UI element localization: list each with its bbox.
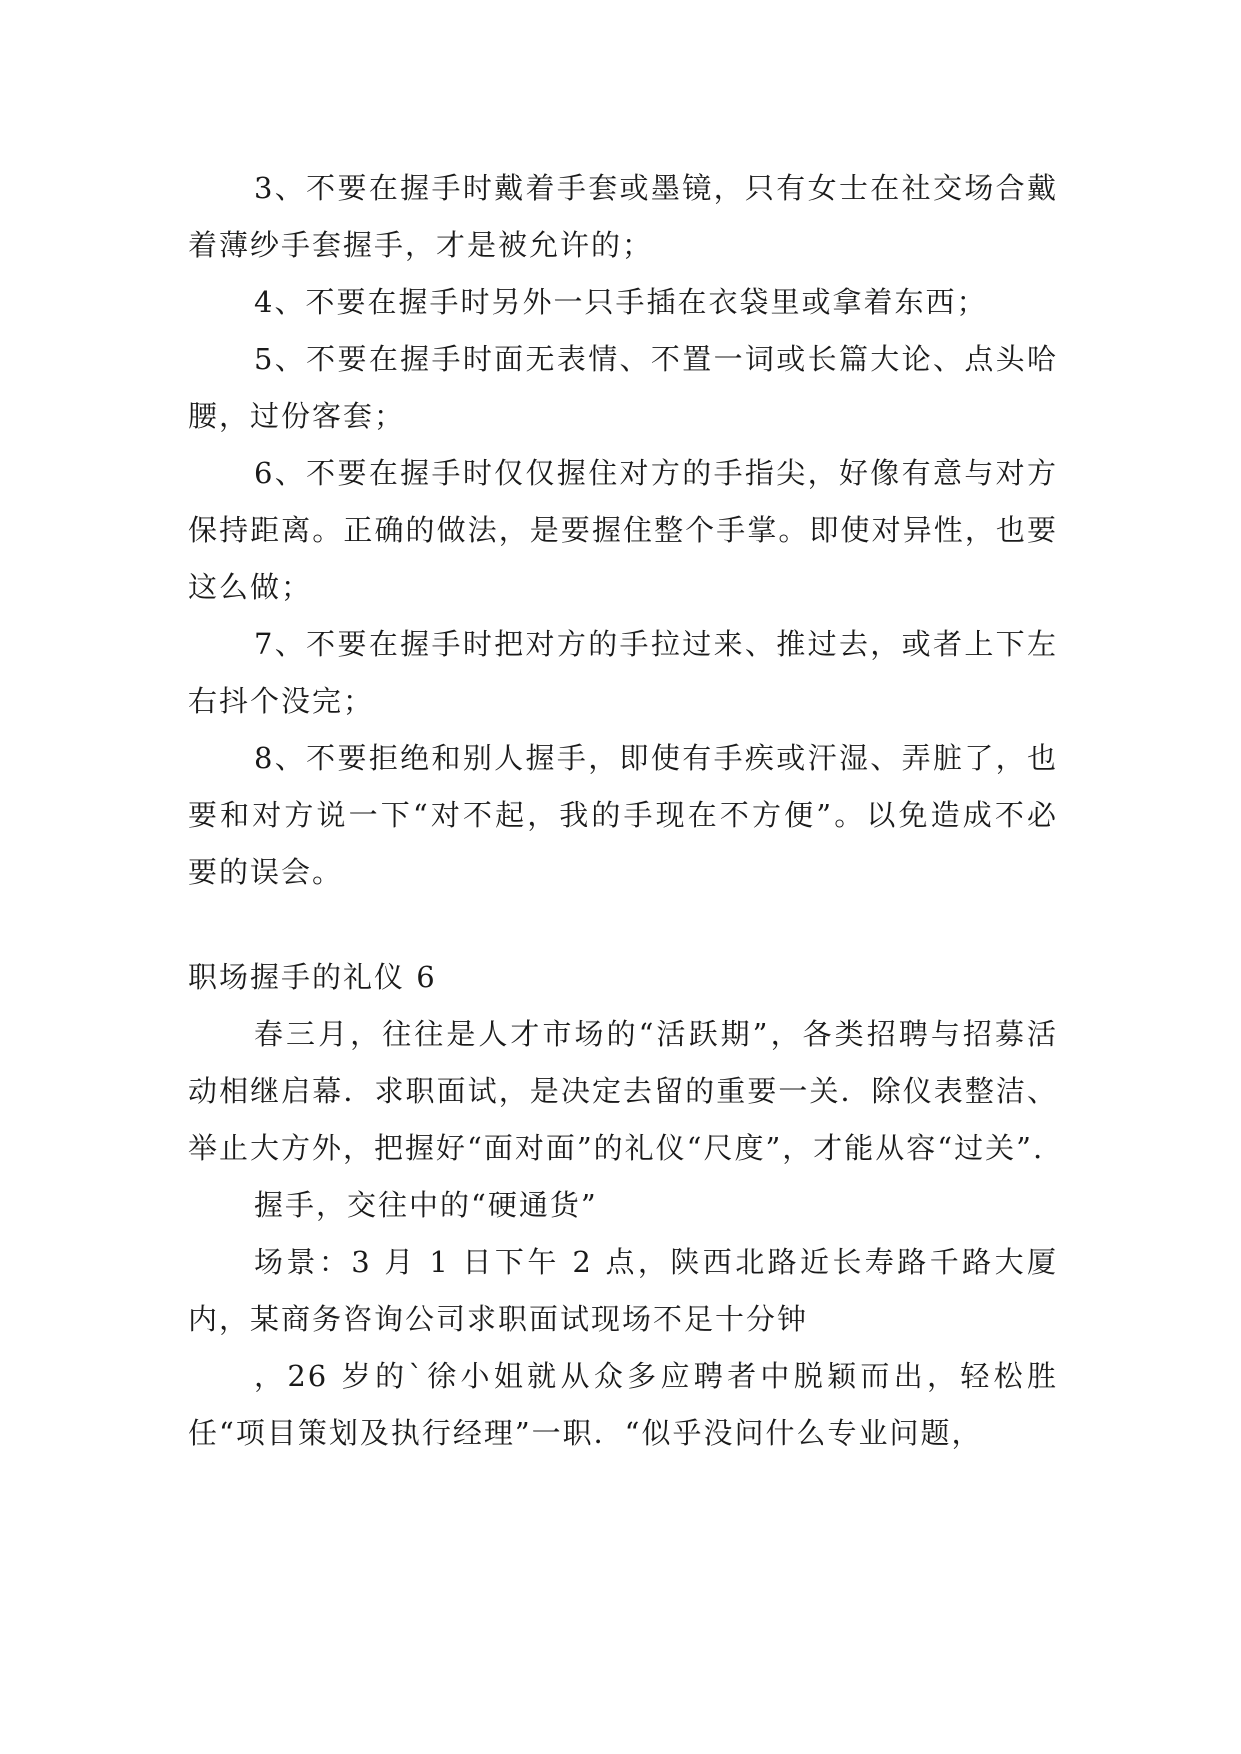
rule-item-7: 7、不要在握手时把对方的手拉过来、推过去，或者上下左右抖个没完；	[188, 627, 1058, 718]
section-heading: 职场握手的礼仪 6	[188, 960, 437, 994]
rule-item-3: 3、不要在握手时戴着手套或墨镜，只有女士在社交场合戴着薄纱手套握手，才是被允许的；	[188, 171, 1058, 262]
rule-item-8: 8、不要拒绝和别人握手，即使有手疾或汗湿、弄脏了，也要和对方说一下“对不起，我的手现在不方便”。以免造成不必要的误会。	[188, 741, 1058, 889]
intro-paragraph: 春三月，往往是人才市场的“活跃期”，各类招聘与招募活动相继启幕．求职面试，是决定去留的重要一关．除仪表整洁、举止大方外，把握好“面对面”的礼仪“尺度”，才能从容“过关”.	[188, 1017, 1058, 1165]
rule-item-6: 6、不要在握手时仅仅握住对方的手指尖，好像有意与对方保持距离。正确的做法，是要握住整个手掌。即使对异性，也要这么做；	[188, 456, 1058, 604]
scene-paragraph: 场景：3 月 1 日下午 2 点，陕西北路近长寿路千路大厦内，某商务咨询公司求职面试现场不足十分钟	[188, 1245, 1058, 1336]
subheading-paragraph: 握手，交往中的“硬通货”	[254, 1188, 598, 1222]
document-body	[188, 160, 1058, 1462]
story-paragraph: ，26 岁的`徐小姐就从众多应聘者中脱颖而出，轻松胜任“项目策划及执行经理”一职．“似乎没问什么专业问题，	[188, 1359, 1058, 1450]
rule-item-5: 5、不要在握手时面无表情、不置一词或长篇大论、点头哈腰，过份客套；	[188, 342, 1058, 433]
rule-item-4: 4、不要在握手时另外一只手插在衣袋里或拿着东西；	[254, 285, 988, 319]
